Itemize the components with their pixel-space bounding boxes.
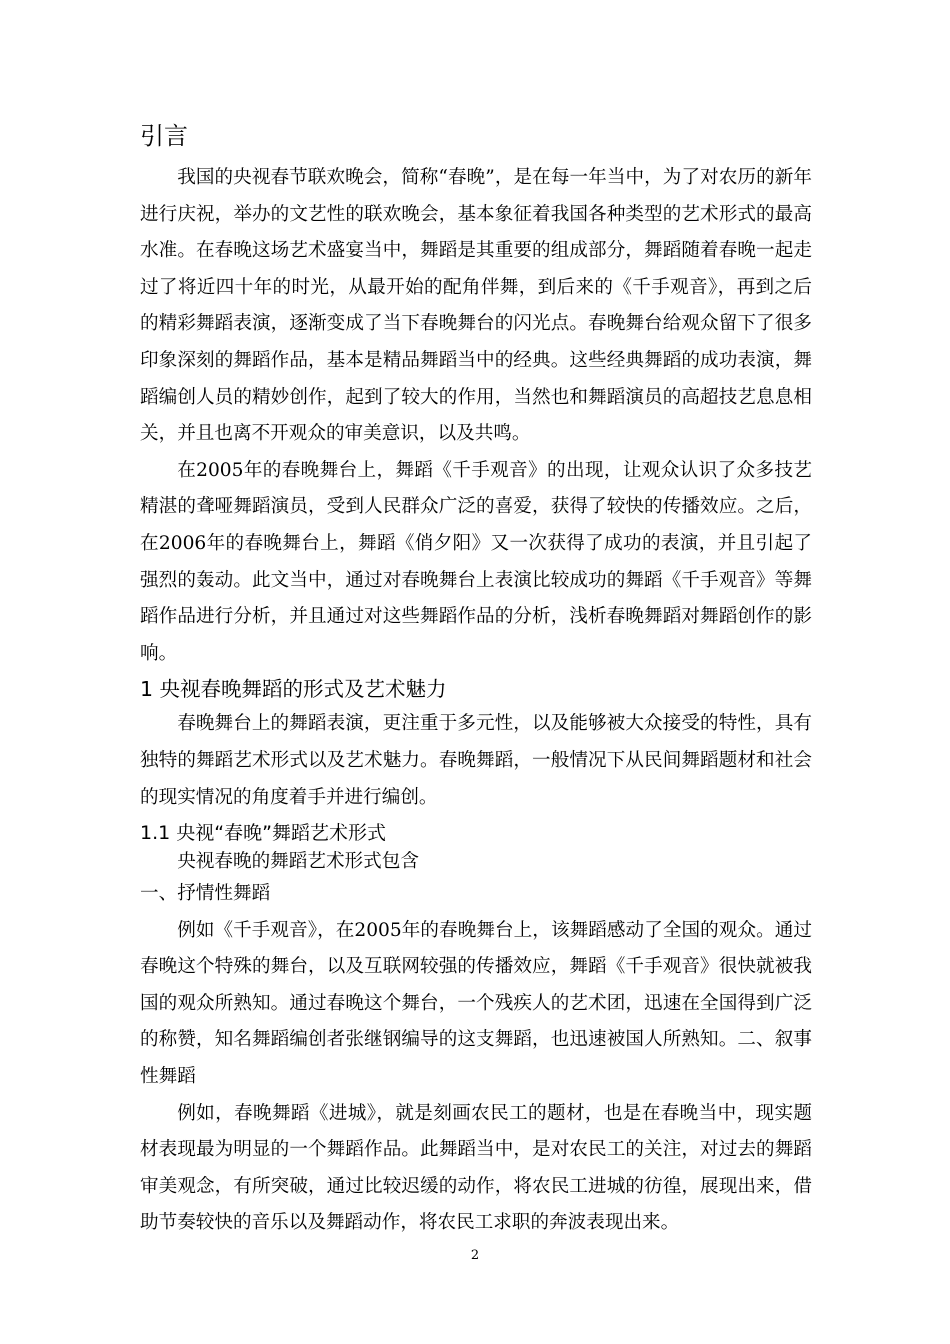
section-1-1-lead: 央视春晚的舞蹈艺术形式包含 bbox=[177, 851, 419, 873]
item-1-paragraph: 例如《千手观音》，在2005年的春晚舞台上，该舞蹈感动了全国的观众。通过春晚这个特殊的舞台，以及互联网较强的传播效应，舞蹈《千手观音》很快就被我国的观众所熟知。通过春晚这个舞台，一个残疾人的艺术团，迅速在全国得到广泛的称赞，知名舞蹈编创者张继钢编导的这支舞蹈，也迅速被国人所熟知。二、叙事性舞蹈 bbox=[140, 919, 812, 1088]
intro-paragraph-2: 在2005年的春晚舞台上，舞蹈《千手观音》的出现，让观众认识了众多技艺精湛的聋哑舞蹈演员，受到人民群众广泛的喜爱，获得了较快的传播效应。之后，在2006年的春晚舞台上，舞蹈《俏夕阳》又一次获得了成功的表演，并且引起了强烈的轰动。此文当中，通过对春晚舞台上表演比较成功的舞蹈《千手观音》等舞蹈作品进行分析，并且通过对这些舞蹈作品的分析，浅析春晚舞蹈对舞蹈创作的影响。 bbox=[140, 459, 812, 664]
item-2-paragraph: 例如，春晚舞蹈《进城》，就是刻画农民工的题材，也是在春晚当中，现实题材表现最为明显的一个舞蹈作品。此舞蹈当中，是对农民工的关注，对过去的舞蹈审美观念，有所突破，通过比较迟缓的动作，将农民工进城的彷徨，展现出来，借助节奏较快的音乐以及舞蹈动作，将农民工求职的奔波表现出来。 bbox=[140, 1102, 812, 1234]
section-1-heading: 1 央视春晚舞蹈的形式及艺术魅力 bbox=[140, 677, 447, 702]
document-body bbox=[140, 112, 812, 1242]
section-1-1-heading: 1.1 央视“春晚”舞蹈艺术形式 bbox=[140, 822, 386, 845]
page-number: 2 bbox=[470, 1248, 480, 1263]
intro-paragraph-1: 我国的央视春节联欢晚会，简称“春晚”，是在每一年当中，为了对农历的新年进行庆祝，举办的文艺性的联欢晚会，基本象征着我国各种类型的艺术形式的最高水准。在春晚这场艺术盛宴当中，舞蹈是其重要的组成部分，舞蹈随着春晚一起走过了将近四十年的时光，从最开始的配角伴舞，到后来的《千手观音》，再到之后的精彩舞蹈表演，逐渐变成了当下春晚舞台的闪光点。春晚舞台给观众留下了很多印象深刻的舞蹈作品，基本是精品舞蹈当中的经典。这些经典舞蹈的成功表演，舞蹈编创人员的精妙创作，起到了较大的作用，当然也和舞蹈演员的高超技艺息息相关，并且也离不开观众的审美意识，以及共鸣。 bbox=[140, 167, 812, 445]
item-1-heading: 一、抒情性舞蹈 bbox=[140, 883, 271, 905]
intro-heading: 引言 bbox=[140, 122, 188, 150]
section-1-paragraph: 春晚舞台上的舞蹈表演，更注重于多元性，以及能够被大众接受的特性，具有独特的舞蹈艺术形式以及艺术魅力。春晚舞蹈，一般情况下从民间舞蹈题材和社会的现实情况的角度着手并进行编创。 bbox=[140, 713, 812, 808]
